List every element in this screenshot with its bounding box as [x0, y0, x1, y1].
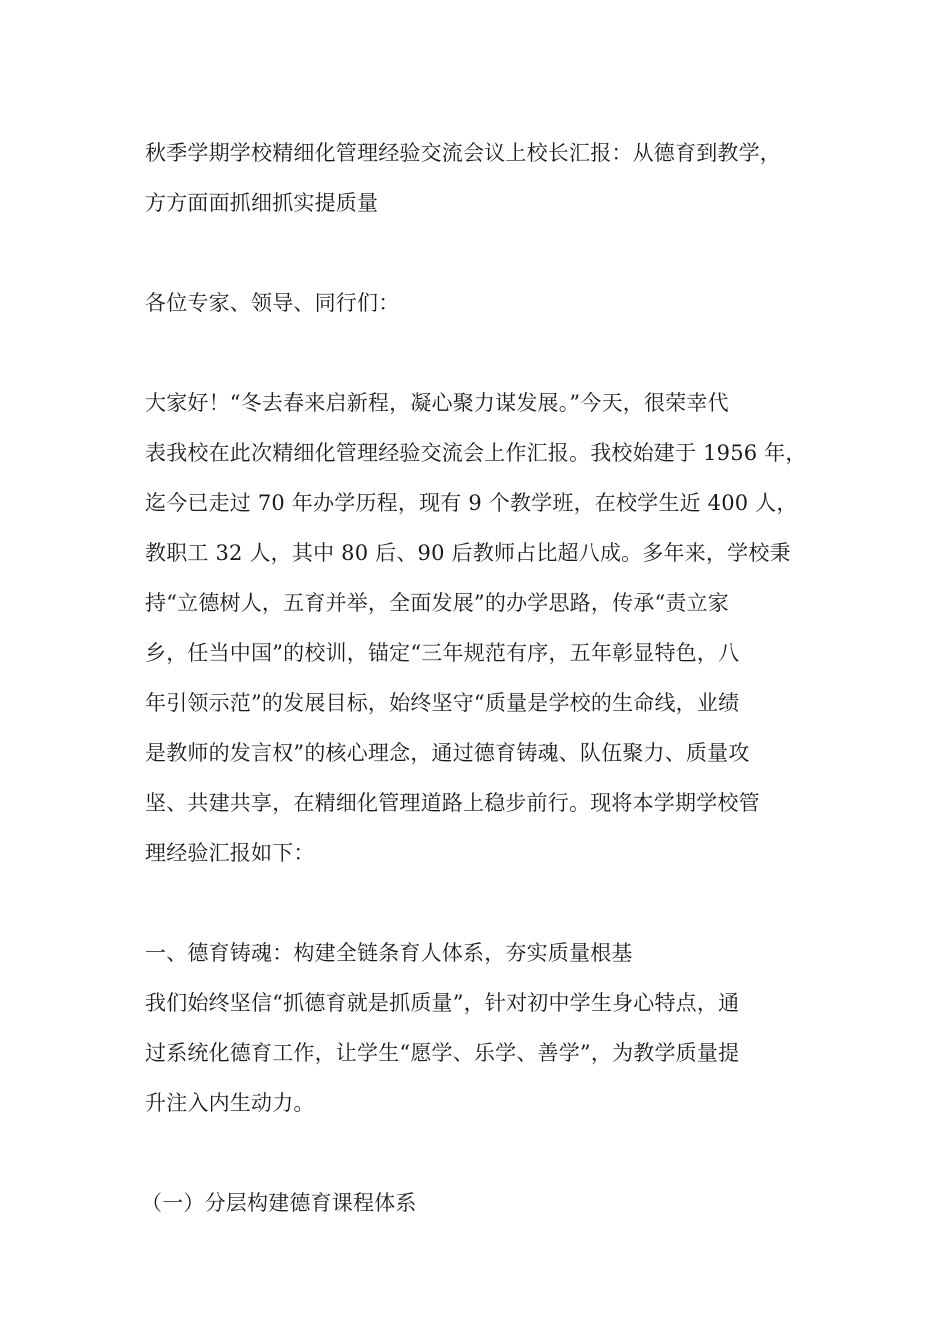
section-heading: 一、德育铸魂：构建全链条育人体系，夯实质量根基 — [145, 941, 633, 965]
paragraph-line: 表我校在此次精细化管理经验交流会上作汇报。我校始建于 1956 年， — [145, 441, 807, 465]
paragraph-line: 年引领示范”的发展目标，始终坚守“质量是学校的生命线，业绩 — [145, 691, 740, 715]
paragraph-line: 升注入内生动力。 — [145, 1091, 315, 1115]
document-title-line-1: 秋季学期学校精细化管理经验交流会议上校长汇报：从德育到教学， — [145, 141, 781, 165]
paragraph-line: 理经验汇报如下： — [145, 841, 315, 865]
spacer — [145, 1128, 835, 1178]
paragraph-line: 是教师的发言权”的核心理念，通过德育铸魂、队伍聚力、质量攻 — [145, 741, 750, 765]
salutation: 各位专家、领导、同行们： — [145, 291, 400, 315]
document-body — [141, 128, 835, 1228]
subsection-heading: （一）分层构建德育课程体系 — [141, 1191, 417, 1215]
paragraph-line: 过系统化德育工作，让学生“愿学、乐学、善学”，为教学质量提 — [145, 1041, 740, 1065]
section-paragraph — [145, 978, 835, 1128]
paragraph-line: 迄今已走过 70 年办学历程，现有 9 个教学班，在校学生近 400 人， — [145, 491, 798, 515]
paragraph-line: 我们始终坚信“抓德育就是抓质量”，针对初中学生身心特点，通 — [145, 991, 740, 1015]
spacer — [145, 328, 835, 378]
paragraph-line: 坚、共建共享，在精细化管理道路上稳步前行。现将本学期学校管 — [145, 791, 760, 815]
document-title-line-2: 方方面面抓细抓实提质量 — [145, 191, 379, 215]
paragraph-line: 教职工 32 人，其中 80 后、90 后教师占比超八成。多年来，学校秉 — [145, 541, 791, 565]
spacer — [145, 878, 835, 928]
paragraph-line: 乡，任当中国”的校训，锚定“三年规范有序，五年彰显特色，八 — [145, 641, 740, 665]
paragraph-line: 持“立德树人，五育并举，全面发展”的办学思路，传承“责立家 — [145, 591, 730, 615]
paragraph-line: 大家好！“冬去春来启新程，凝心聚力谋发展。”今天，很荣幸代 — [145, 391, 729, 415]
spacer — [145, 228, 835, 278]
intro-paragraph — [145, 378, 835, 878]
